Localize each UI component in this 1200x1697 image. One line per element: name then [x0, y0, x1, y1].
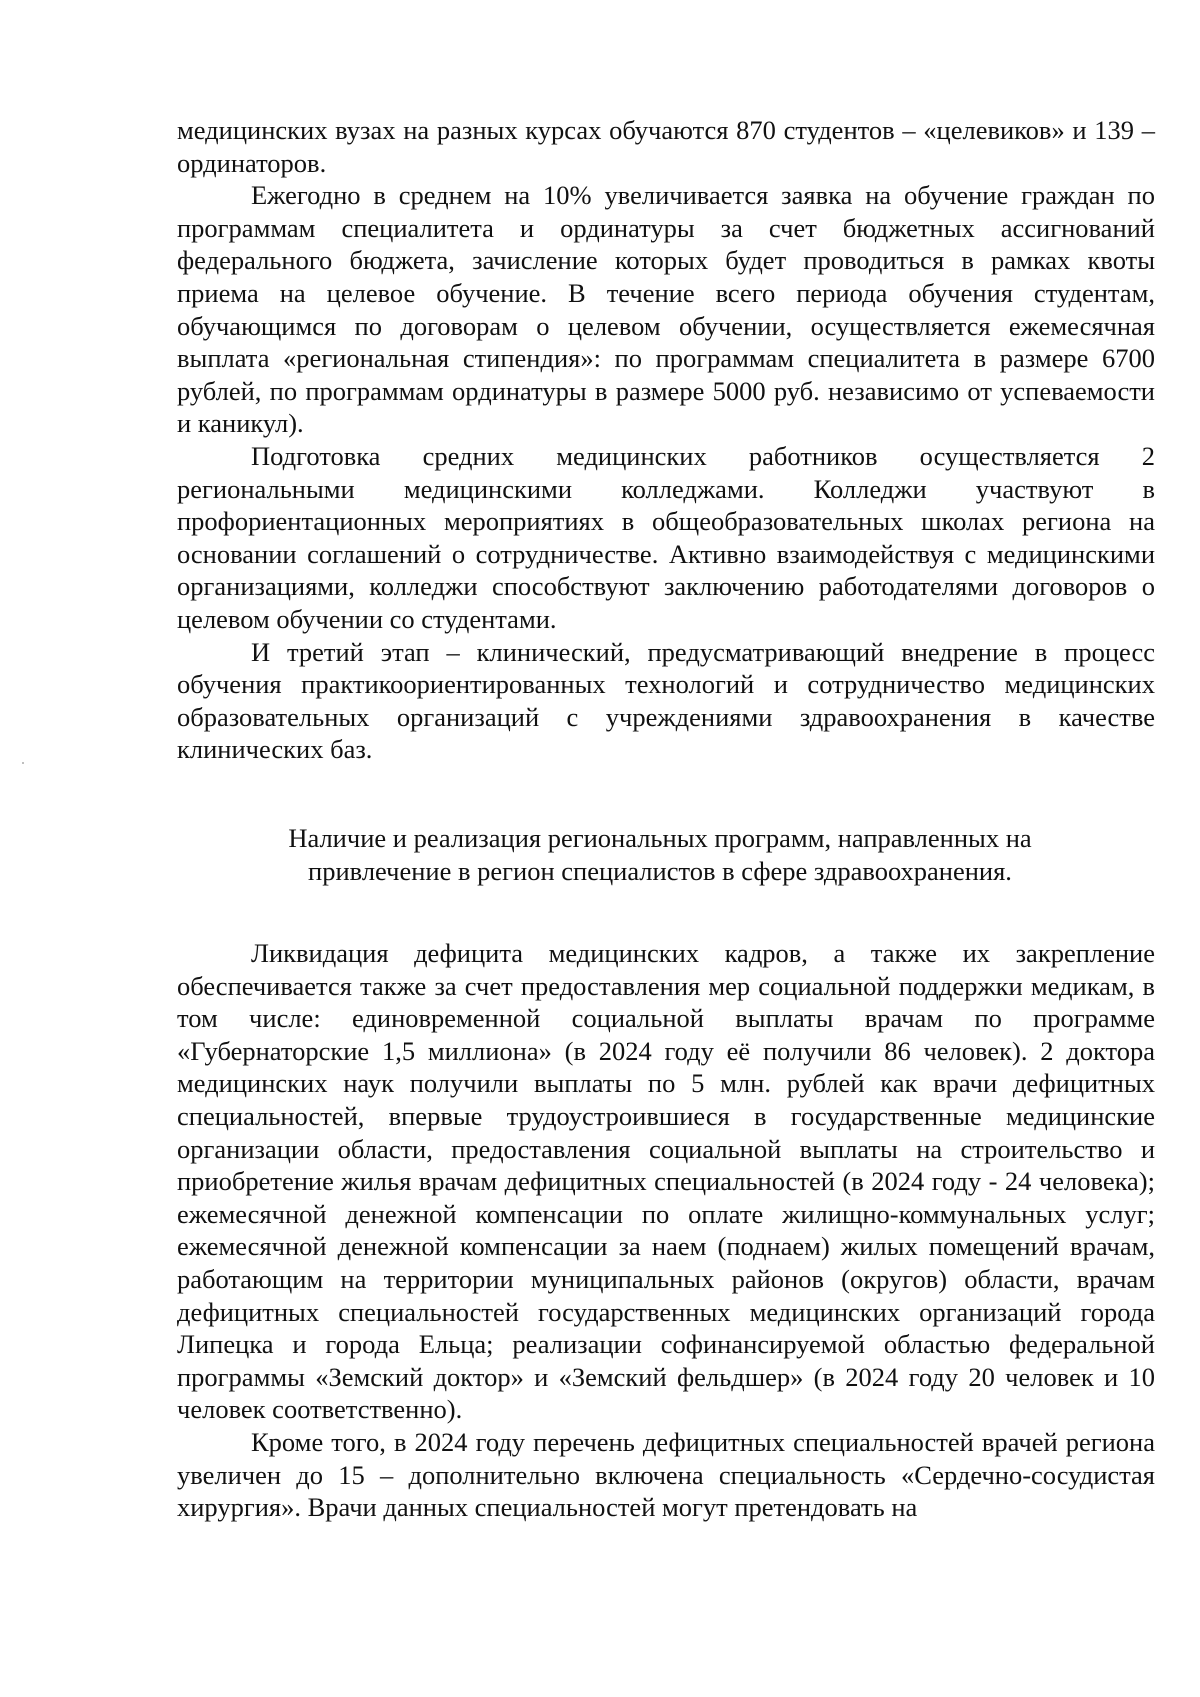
- section-heading-line-1: Наличие и реализация региональных программ, направленных на: [288, 823, 1032, 853]
- paragraph-clinical-stage: И третий этап – клинический, предусматривающий внедрение в процесс обучения практикоориентированных технологий и сотрудничество медицинских образовательных организаций с учреждениями здравоохранения в качестве клинических баз.: [177, 636, 1155, 765]
- paragraph-colleges: Подготовка средних медицинских работников осуществляется 2 региональными медицинскими колледжами. Колледжи участвуют в профориентационных мероприятиях в общеобразовательных школах региона на основании соглашений о сотрудничестве. Активно взаимодействуя с медицинскими организациями, колледжи способствуют заключению работодателями договоров о целевом обучении со студентами.: [177, 440, 1155, 634]
- paragraph-target-admission: Ежегодно в среднем на 10% увеличивается заявка на обучение граждан по программам специалитета и ординатуры за счет бюджетных ассигнований федерального бюджета, зачисление которых будет проводиться в рамках квоты приема на целевое обучение. В течение всего периода обучения студентам, обучающимся по договорам о целевом обучении, осуществляется ежемесячная выплата «региональная стипендия»: по программам специалитета в размере 6700 рублей, по программам ординатуры в размере 5000 руб. независимо от успеваемости и каникул).: [177, 180, 1155, 439]
- scan-artifact: [22, 762, 24, 764]
- section-heading: [260, 822, 1060, 888]
- paragraph-continuation: медицинских вузах на разных курсах обучаются 870 студентов – «целевиков» и 139 – ординаторов.: [177, 115, 1155, 178]
- section-heading-line-2: привлечение в регион специалистов в сфере здравоохранения.: [308, 856, 1012, 886]
- paragraph-deficit-specialties: Кроме того, в 2024 году перечень дефицитных специальностей врачей региона увеличен до 15 – дополнительно включена специальность «Сердечно-сосудистая хирургия». Врачи данных специальностей могут претендовать на: [177, 1426, 1155, 1523]
- body-text-top: [177, 114, 1155, 766]
- body-text-bottom: [177, 937, 1155, 1524]
- paragraph-social-support: Ликвидация дефицита медицинских кадров, а также их закрепление обеспечивается также за счет предоставления мер социальной поддержки медикам, в том числе: единовременной социальной выплаты врачам по программе «Губернаторские 1,5 миллиона» (в 2024 году её получили 86 человек). 2 доктора медицинских наук получили выплаты по 5 млн. рублей как врачи дефицитных специальностей, впервые трудоустроившиеся в государственные медицинские организации области, предоставления социальной выплаты на строительство и приобретение жилья врачам дефицитных специальностей (в 2024 году - 24 человека); ежемесячной денежной компенсации по оплате жилищно-коммунальных услуг; ежемесячной денежной компенсации за наем (поднаем) жилых помещений врачам, работающим на территории муниципальных районов (округов) области, врачам дефицитных специальностей государственных медицинских организаций города Липецка и города Ельца; реализации софинансируемой областью федеральной программы «Земский доктор» и «Земский фельдшер» (в 2024 году 20 человек и 10 человек соответственно).: [177, 938, 1155, 1425]
